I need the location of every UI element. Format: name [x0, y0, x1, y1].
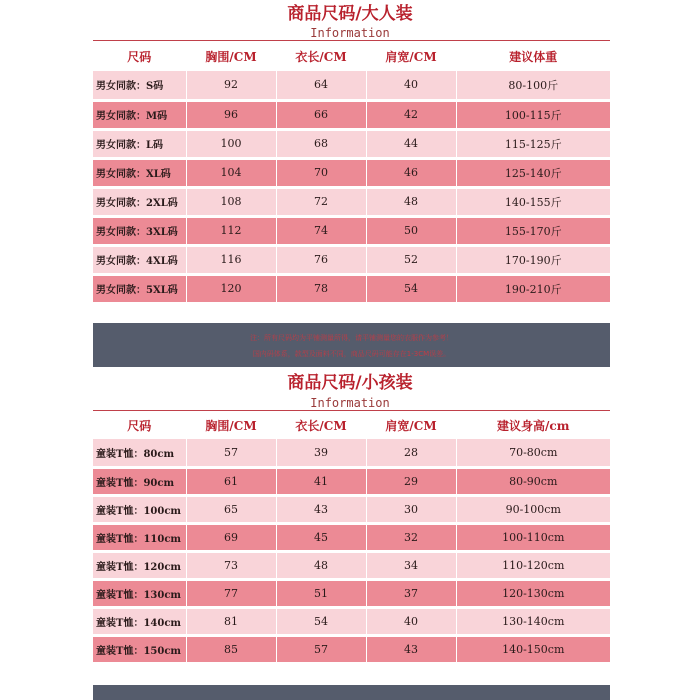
- col-header-shoulder: 肩宽/CM: [366, 411, 456, 439]
- col-header-shoulder: 肩宽/CM: [366, 41, 456, 71]
- adult-size-table: [93, 41, 610, 305]
- col-header-size: 尺码: [93, 41, 186, 71]
- weight-cell: 140-155斤: [456, 187, 610, 216]
- size-cell: 男女同款：L码: [93, 129, 186, 158]
- height-cell: 120-130cm: [456, 579, 610, 607]
- col-header-size: 尺码: [93, 411, 186, 439]
- chest-cell: 77: [186, 579, 276, 607]
- shoulder-cell: 46: [366, 158, 456, 187]
- chest-cell: 73: [186, 551, 276, 579]
- col-header-chest: 胸围/CM: [186, 41, 276, 71]
- length-cell: 57: [276, 635, 366, 663]
- length-cell: 43: [276, 495, 366, 523]
- length-cell: 41: [276, 467, 366, 495]
- size-cell: 男女同款：S码: [93, 71, 186, 100]
- shoulder-cell: 44: [366, 129, 456, 158]
- size-cell: 童装T恤：140cm: [93, 607, 186, 635]
- shoulder-cell: 43: [366, 635, 456, 663]
- length-cell: 74: [276, 216, 366, 245]
- height-cell: 90-100cm: [456, 495, 610, 523]
- size-cell: 童装T恤：120cm: [93, 551, 186, 579]
- size-cell: 童装T恤：100cm: [93, 495, 186, 523]
- shoulder-cell: 42: [366, 100, 456, 129]
- length-cell: 45: [276, 523, 366, 551]
- chest-cell: 120: [186, 274, 276, 303]
- size-cell: 男女同款：5XL码: [93, 274, 186, 303]
- table-row: [93, 187, 610, 216]
- chest-cell: 116: [186, 245, 276, 274]
- chest-cell: 92: [186, 71, 276, 100]
- shoulder-cell: 32: [366, 523, 456, 551]
- col-header-length: 衣长/CM: [276, 411, 366, 439]
- shoulder-cell: 30: [366, 495, 456, 523]
- size-cell: 男女同款：2XL码: [93, 187, 186, 216]
- weight-cell: 155-170斤: [456, 216, 610, 245]
- height-cell: 140-150cm: [456, 635, 610, 663]
- table-row: [93, 216, 610, 245]
- size-cell: 男女同款：M码: [93, 100, 186, 129]
- table-row: [93, 523, 610, 551]
- size-cell: 童装T恤：80cm: [93, 439, 186, 467]
- length-cell: 66: [276, 100, 366, 129]
- adult-header-row: [93, 41, 610, 71]
- height-cell: 130-140cm: [456, 607, 610, 635]
- length-cell: 68: [276, 129, 366, 158]
- weight-cell: 125-140斤: [456, 158, 610, 187]
- table-row: [93, 495, 610, 523]
- chest-cell: 85: [186, 635, 276, 663]
- size-cell: 童装T恤：110cm: [93, 523, 186, 551]
- shoulder-cell: 54: [366, 274, 456, 303]
- chest-cell: 61: [186, 467, 276, 495]
- table-row: [93, 71, 610, 100]
- size-cell: 男女同款：XL码: [93, 158, 186, 187]
- height-cell: 70-80cm: [456, 439, 610, 467]
- size-cell: 童装T恤：150cm: [93, 635, 186, 663]
- table-row: [93, 129, 610, 158]
- col-header-height: 建议身高/cm: [497, 418, 570, 433]
- col-header-weight: 建议体重: [509, 49, 558, 64]
- chest-cell: 69: [186, 523, 276, 551]
- shoulder-cell: 40: [366, 607, 456, 635]
- table-row: [93, 635, 610, 663]
- height-cell: 110-120cm: [456, 551, 610, 579]
- shoulder-cell: 52: [366, 245, 456, 274]
- col-header-length: 衣长/CM: [276, 41, 366, 71]
- measurement-note: 注：所有尺码均为平铺测量所得，请平铺测量您的衣服作为参考！: [250, 334, 453, 342]
- table-row: [93, 158, 610, 187]
- chest-cell: 81: [186, 607, 276, 635]
- length-cell: 72: [276, 187, 366, 216]
- length-cell: 70: [276, 158, 366, 187]
- length-cell: 64: [276, 71, 366, 100]
- adult-subtitle: Information: [310, 26, 390, 40]
- shoulder-cell: 34: [366, 551, 456, 579]
- size-cell: 男女同款：4XL码: [93, 245, 186, 274]
- table-row: [93, 245, 610, 274]
- chest-cell: 104: [186, 158, 276, 187]
- length-cell: 39: [276, 439, 366, 467]
- shoulder-cell: 37: [366, 579, 456, 607]
- chest-cell: 112: [186, 216, 276, 245]
- tolerance-note: 国内码体系，款型及面料不同，商品尺码可能存在1-3CM误差。: [252, 350, 451, 358]
- weight-cell: 190-210斤: [456, 274, 610, 303]
- size-cell: 童装T恤：130cm: [93, 579, 186, 607]
- chest-cell: 57: [186, 439, 276, 467]
- size-cell: 童装T恤：90cm: [93, 467, 186, 495]
- height-cell: 80-90cm: [456, 467, 610, 495]
- kids-subtitle: Information: [310, 396, 390, 410]
- table-row: [93, 439, 610, 467]
- table-row: [93, 100, 610, 129]
- weight-cell: 170-190斤: [456, 245, 610, 274]
- chest-cell: 108: [186, 187, 276, 216]
- chest-cell: 100: [186, 129, 276, 158]
- length-cell: 48: [276, 551, 366, 579]
- weight-cell: 115-125斤: [456, 129, 610, 158]
- adult-title: 商品尺码/大人装: [287, 4, 413, 24]
- weight-cell: 80-100斤: [456, 71, 610, 100]
- height-cell: 100-110cm: [456, 523, 610, 551]
- size-note-banner: [93, 323, 610, 367]
- table-row: [93, 579, 610, 607]
- length-cell: 76: [276, 245, 366, 274]
- length-cell: 51: [276, 579, 366, 607]
- col-header-chest: 胸围/CM: [186, 411, 276, 439]
- footer-band: [93, 685, 610, 700]
- shoulder-cell: 48: [366, 187, 456, 216]
- kids-header-row: [93, 411, 610, 439]
- kids-title: 商品尺码/小孩装: [287, 373, 413, 393]
- kids-size-table: [93, 411, 610, 665]
- size-cell: 男女同款：3XL码: [93, 216, 186, 245]
- table-row: [93, 274, 610, 303]
- table-row: [93, 467, 610, 495]
- table-row: [93, 551, 610, 579]
- length-cell: 54: [276, 607, 366, 635]
- chest-cell: 96: [186, 100, 276, 129]
- shoulder-cell: 50: [366, 216, 456, 245]
- weight-cell: 100-115斤: [456, 100, 610, 129]
- shoulder-cell: 40: [366, 71, 456, 100]
- chest-cell: 65: [186, 495, 276, 523]
- table-row: [93, 607, 610, 635]
- shoulder-cell: 28: [366, 439, 456, 467]
- shoulder-cell: 29: [366, 467, 456, 495]
- length-cell: 78: [276, 274, 366, 303]
